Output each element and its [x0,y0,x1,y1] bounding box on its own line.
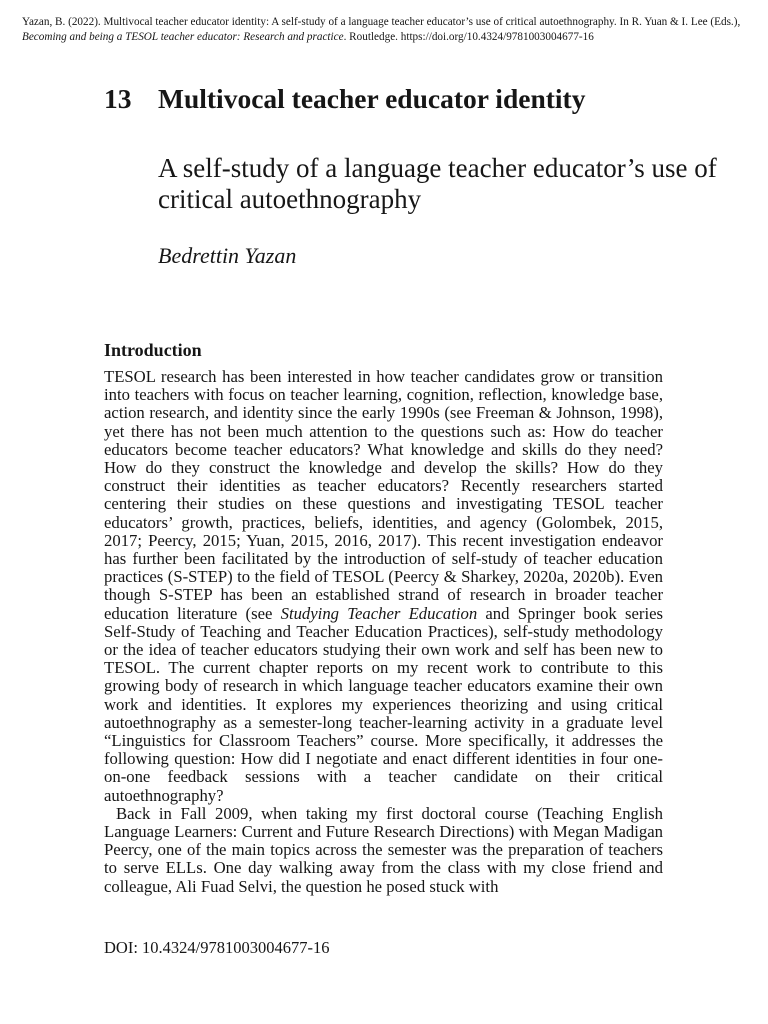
citation-text: Yazan, B. (2022). Multivocal teacher educator identity: A self-study of a language teacher educator’s use of critical autoethnography. In R. Yuan & I. Lee (Eds.), [22,16,741,28]
citation-book-title: Becoming and being a TESOL teacher educator: Research and practice [22,31,344,44]
paragraph-1 [104,368,663,805]
paragraph-1-part-2: and Springer book series Self-Study of Teaching and Teacher Education Practices), self-study methodology or the idea of teacher educators studying their own work and self has been new to TESOL. The current chapter reports on my recent work to contribute to this growing body of research in which language teacher educators examine their own work and identities. It explores my experiences theorizing and using critical autoethnography as a semester-long teacher-learning activity in a graduate level “Linguistics for Classroom Teachers” course. More specifically, it addresses the following question: How did I negotiate and enact different identities in four one-on-one feedback sessions with a teacher candidate on their critical autoethnography? [104,603,663,805]
citation-publisher-link: . Routledge. https://doi.org/10.4324/9781003004677-16 [343,31,594,44]
chapter-author: Bedrettin Yazan [158,243,297,268]
chapter-title: Multivocal teacher educator identity [158,83,586,114]
journal-title: Studying Teacher Education [280,603,478,623]
section-heading: Introduction [104,340,202,360]
body-text [104,368,663,896]
chapter-subtitle: A self-study of a language teacher educator’s use of critical autoethnography [158,153,717,214]
paragraph-2: Back in Fall 2009, when taking my first doctoral course (Teaching English Language Learners: Current and Future Research Directions) with Megan Madigan Peercy, one of the main topics across the semester was the preparation of teachers to serve ELLs. One day walking away from the class with my close friend and colleague, Ali Fuad Selvi, the question he posed stuck with [104,803,663,896]
paragraph-1-part-1: TESOL research has been interested in how teacher candidates grow or transition into teachers with focus on teacher learning, cognition, reflection, knowledge base, action research, and identity since the early 1990s (see Freeman & Johnson, 1998), yet there has not been much attention to the questions such as: How do teacher educators become teacher educators? What knowledge and skills do they need? How do they construct the knowledge and develop the skills? How do they construct their identities as teacher educators? Recently researchers started centering their studies on these questions and investigating TESOL teacher educators’ growth, practices, beliefs, identities, and agency (Golombek, 2015, 2017; Peercy, 2015; Yuan, 2015, 2016, 2017). This recent investigation endeavor has further been facilitated by the introduction of self-study of teacher education practices (S-STEP) to the field of TESOL (Peercy & Sharkey, 2020a, 2020b). Even though S-STEP has been an established strand of research in broader teacher education literature (see [104,367,663,623]
doi-footer: DOI: 10.4324/9781003004677-16 [104,938,330,957]
chapter-number: 13 [104,83,132,114]
citation [22,15,752,45]
